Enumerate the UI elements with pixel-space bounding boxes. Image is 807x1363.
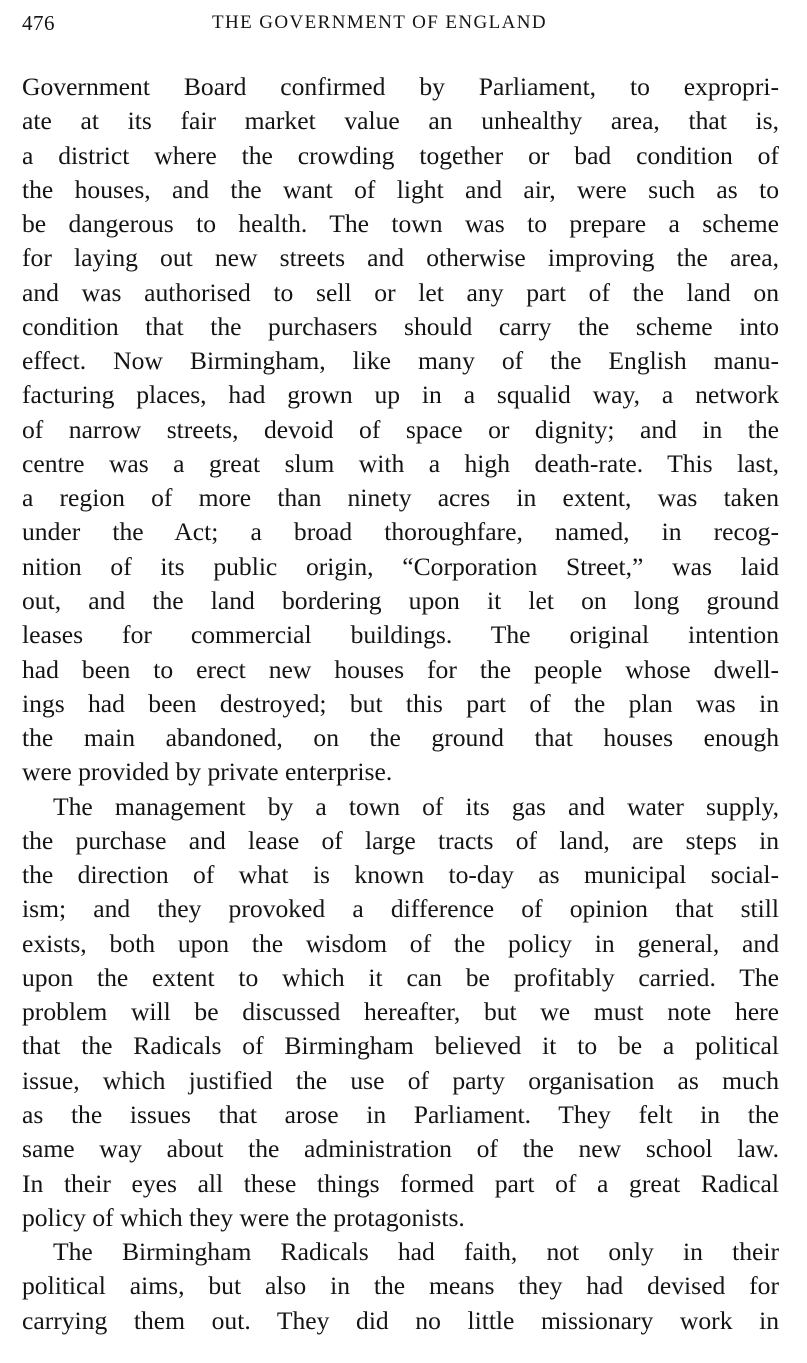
- running-head: [22, 8, 779, 38]
- text-line: out, and the land bordering upon it let on long ground: [22, 585, 779, 615]
- text-line: had been to erect new houses for the people whose dwell-: [22, 654, 779, 684]
- page-number: 476: [22, 11, 55, 35]
- text-line: facturing places, had grown up in a squalid way, a network: [22, 380, 779, 410]
- text-line: that the Radicals of Birmingham believed it to be a political: [22, 1031, 779, 1061]
- text-line: ate at its fair market value an unhealthy area, that is,: [22, 106, 779, 136]
- text-line: same way about the administration of the new school law.: [22, 1134, 779, 1164]
- text-line: issue, which justified the use of party organisation as much: [22, 1065, 779, 1095]
- text-line: In their eyes all these things formed part of a great Radical: [22, 1168, 779, 1198]
- text-line: nition of its public origin, “Corporation Street,” was laid: [22, 551, 779, 581]
- text-line: exists, both upon the wisdom of the policy in general, and: [22, 928, 779, 958]
- text-line: Government Board confirmed by Parliament, to expropri-: [22, 72, 779, 101]
- text-line: ism; and they provoked a difference of opinion that still: [22, 894, 779, 924]
- text-line: under the Act; a broad thoroughfare, named, in recog-: [22, 517, 779, 547]
- text-line: centre was a great slum with a high death-rate. This last,: [22, 448, 779, 478]
- text-line: effect. Now Birmingham, like many of the English manu-: [22, 346, 779, 376]
- text-line: be dangerous to health. The town was to prepare a scheme: [22, 209, 779, 239]
- text-line: policy of which they were the protagonists.: [22, 1202, 465, 1232]
- paragraph-municipal-socialism: [22, 790, 779, 1235]
- text-line: a region of more than ninety acres in extent, was taken: [22, 483, 779, 513]
- text-line: and was authorised to sell or let any part of the land on: [22, 277, 779, 307]
- text-line: as the issues that arose in Parliament. They felt in the: [22, 1099, 779, 1129]
- text-line: were provided by private enterprise.: [22, 757, 393, 787]
- text-line: of narrow streets, devoid of space or dignity; and in the: [22, 414, 779, 444]
- text-line: a district where the crowding together or bad condition of: [22, 140, 779, 170]
- paragraph-continued: [22, 70, 779, 790]
- text-line: carrying them out. They did no little missionary work in: [22, 1305, 779, 1335]
- text-line: The management by a town of its gas and water supply,: [53, 791, 779, 821]
- text-line: political aims, but also in the means they had devised for: [22, 1271, 779, 1301]
- text-line: condition that the purchasers should carry the scheme into: [22, 311, 779, 341]
- text-line: problem will be discussed hereafter, but we must note here: [22, 997, 779, 1027]
- body-text: [22, 70, 779, 1338]
- text-line: The Birmingham Radicals had faith, not only in their: [53, 1237, 779, 1267]
- text-line: the direction of what is known to-day as municipal social-: [22, 860, 779, 890]
- text-line: for laying out new streets and otherwise improving the area,: [22, 243, 779, 273]
- text-line: ings had been destroyed; but this part of the plan was in: [22, 688, 779, 718]
- text-line: upon the extent to which it can be profitably carried. The: [22, 962, 779, 992]
- running-title: THE GOVERNMENT OF ENGLAND: [212, 12, 547, 33]
- text-line: leases for commercial buildings. The original intention: [22, 620, 779, 650]
- paragraph-birmingham-radicals: [22, 1235, 779, 1338]
- text-line: the houses, and the want of light and air, were such as to: [22, 174, 779, 204]
- text-line: the main abandoned, on the ground that houses enough: [22, 723, 779, 753]
- text-line: the purchase and lease of large tracts of land, are steps in: [22, 825, 779, 855]
